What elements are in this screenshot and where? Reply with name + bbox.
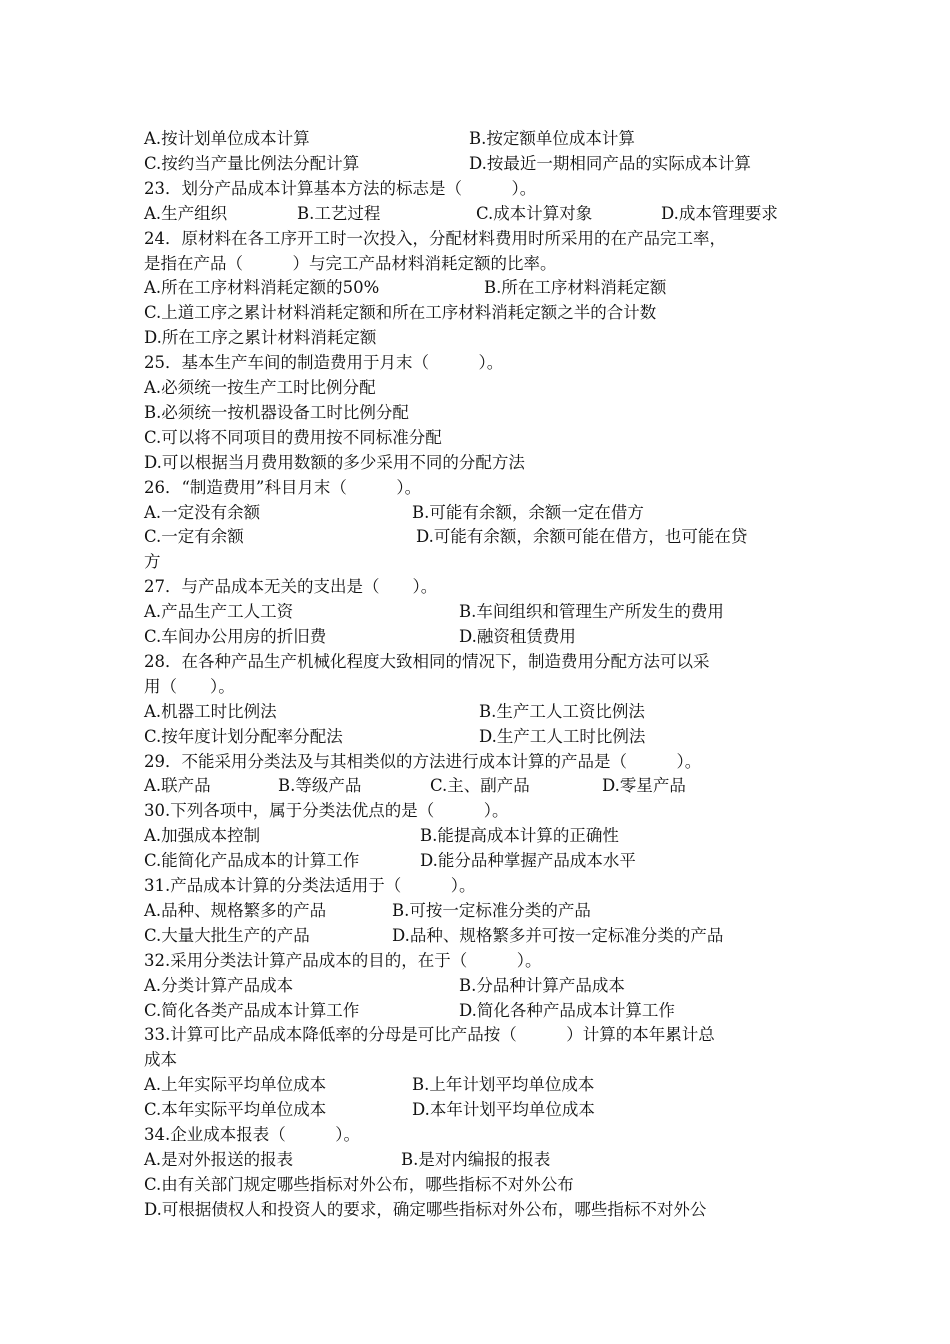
option-text: A.按计划单位成本计算 xyxy=(144,129,310,148)
text-line xyxy=(144,275,824,300)
option-text: C.一定有余额 xyxy=(144,527,244,547)
line-text: 28．在各种产品生产机械化程度大致相同的情况下，制造费用分配方法可以采 xyxy=(144,651,710,671)
option-text: A.品种、规格繁多的产品 xyxy=(144,900,327,920)
text-line xyxy=(144,1097,824,1122)
option-text: D.零星产品 xyxy=(602,776,686,796)
line-text: 30.下列各项中，属于分类法优点的是（ ）。 xyxy=(144,801,509,821)
text-line xyxy=(144,1047,824,1072)
option-text: A.联产品 xyxy=(144,776,211,796)
option-text: C.大量大批生产的产品 xyxy=(144,925,310,945)
text-line xyxy=(144,425,824,450)
option-text: B.车间组织和管理生产所发生的费用 xyxy=(459,602,724,622)
option-text: C.按约当产量比例法分配计算 xyxy=(144,153,360,173)
text-line xyxy=(144,798,824,823)
text-line xyxy=(144,649,824,674)
text-line xyxy=(144,898,824,923)
line-text: 27．与产品成本无关的支出是（ ）。 xyxy=(144,577,438,597)
text-line xyxy=(144,251,824,276)
option-text: A.一定没有余额 xyxy=(144,502,261,522)
option-text: C.本年实际平均单位成本 xyxy=(144,1100,327,1120)
option-text: C.简化各类产品成本计算工作 xyxy=(144,1000,360,1020)
line-text: C.可以将不同项目的费用按不同标准分配 xyxy=(144,427,442,447)
option-text: A.分类计算产品成本 xyxy=(144,975,294,995)
option-text: D.生产工人工时比例法 xyxy=(479,726,646,746)
option-text: C.车间办公用房的折旧费 xyxy=(144,627,327,646)
line-text: 33.计算可比产品成本降低率的分母是可比产品按（ ）计算的本年累计总 xyxy=(144,1025,715,1045)
line-text: A.必须统一按生产工时比例分配 xyxy=(144,378,376,397)
text-line xyxy=(144,325,824,350)
option-text: D.融资租赁费用 xyxy=(459,627,576,646)
line-text: 23．划分产品成本计算基本方法的标志是（ ）。 xyxy=(144,178,537,198)
text-line xyxy=(144,948,824,973)
option-text: B.可能有余额，余额一定在借方 xyxy=(412,502,644,522)
line-text: D.所在工序之累计材料消耗定额 xyxy=(144,328,377,348)
option-text: B.可按一定标准分类的产品 xyxy=(392,900,591,920)
text-line xyxy=(144,1197,824,1222)
option-text: D.品种、规格繁多并可按一定标准分类的产品 xyxy=(392,925,724,945)
text-line xyxy=(144,998,824,1023)
text-line xyxy=(144,475,824,500)
option-text: D.成本管理要求 xyxy=(661,203,778,223)
text-line xyxy=(144,1147,824,1172)
text-line xyxy=(144,724,824,749)
option-text: D.能分品种掌握产品成本水平 xyxy=(420,851,636,871)
line-text: 成本 xyxy=(144,1050,177,1070)
text-line xyxy=(144,450,824,475)
text-line xyxy=(144,549,824,574)
line-text: 34.企业成本报表（ ）。 xyxy=(144,1125,360,1144)
line-text: 用（ ）。 xyxy=(144,676,235,696)
option-text: A.所在工序材料消耗定额的50% xyxy=(144,278,380,298)
option-text: B.分品种计算产品成本 xyxy=(459,975,625,995)
option-text: B.能提高成本计算的正确性 xyxy=(420,826,619,846)
option-text: C.按年度计划分配率分配法 xyxy=(144,726,343,746)
option-text: C.主、副产品 xyxy=(430,776,530,796)
text-line xyxy=(144,375,824,400)
option-text: C.能简化产品成本的计算工作 xyxy=(144,851,360,871)
option-text: A.是对外报送的报表 xyxy=(144,1149,294,1169)
option-text: A.机器工时比例法 xyxy=(144,701,277,721)
option-text: A.产品生产工人工资 xyxy=(144,602,294,622)
option-text: D.本年计划平均单位成本 xyxy=(412,1100,595,1120)
text-line xyxy=(144,773,824,798)
text-line xyxy=(144,749,824,774)
text-line xyxy=(144,873,824,898)
line-text: 25．基本生产车间的制造费用于月末（ ）。 xyxy=(144,353,504,373)
line-text: C.上道工序之累计材料消耗定额和所在工序材料消耗定额之半的合计数 xyxy=(144,303,657,323)
text-line xyxy=(144,1172,824,1197)
option-text: B.等级产品 xyxy=(278,776,362,796)
text-line xyxy=(144,226,824,251)
line-text: 31.产品成本计算的分类法适用于（ ）。 xyxy=(144,876,476,895)
text-line xyxy=(144,1072,824,1097)
option-text: A.上年实际平均单位成本 xyxy=(144,1075,327,1095)
text-line xyxy=(144,176,824,201)
text-line xyxy=(144,674,824,699)
line-text: D.可根据债权人和投资人的要求，确定哪些指标对外公布，哪些指标不对外公 xyxy=(144,1199,707,1219)
text-line xyxy=(144,823,824,848)
text-line xyxy=(144,699,824,724)
text-line xyxy=(144,599,824,624)
text-line xyxy=(144,500,824,525)
option-text: B.生产工人工资比例法 xyxy=(479,701,645,721)
option-text: A.加强成本控制 xyxy=(144,826,261,846)
option-text: D.可能有余额，余额可能在借方，也可能在贷 xyxy=(416,527,748,547)
option-text: A.生产组织 xyxy=(144,203,228,223)
option-text: B.是对内编报的报表 xyxy=(401,1149,551,1169)
text-line xyxy=(144,350,824,375)
text-line xyxy=(144,524,824,549)
line-text: 方 xyxy=(144,552,161,572)
line-text: B.必须统一按机器设备工时比例分配 xyxy=(144,402,409,422)
text-line xyxy=(144,1122,824,1147)
line-text: C.由有关部门规定哪些指标对外公布，哪些指标不对外公布 xyxy=(144,1174,574,1194)
option-text: C.成本计算对象 xyxy=(476,203,593,223)
text-line xyxy=(144,126,824,151)
line-text: 24．原材料在各工序开工时一次投入，分配材料费用时所采用的在产品完工率， xyxy=(144,228,726,248)
line-text: 26．“制造费用”科目月末（ ）。 xyxy=(144,477,422,497)
line-text: 是指在产品（ ）与完工产品材料消耗定额的比率。 xyxy=(144,253,557,273)
text-line xyxy=(144,300,824,325)
text-line xyxy=(144,973,824,998)
option-text: B.所在工序材料消耗定额 xyxy=(484,278,667,298)
option-text: B.上年计划平均单位成本 xyxy=(412,1075,595,1095)
text-line xyxy=(144,624,824,649)
text-line xyxy=(144,1022,824,1047)
text-line xyxy=(144,201,824,226)
line-text: 29．不能采用分类法及与其相类似的方法进行成本计算的产品是（ ）。 xyxy=(144,751,702,771)
option-text: D.简化各种产品成本计算工作 xyxy=(459,1000,675,1020)
option-text: B.工艺过程 xyxy=(297,203,381,223)
line-text: 32.采用分类法计算产品成本的目的，在于（ ）。 xyxy=(144,950,542,970)
text-line xyxy=(144,151,824,176)
text-line xyxy=(144,848,824,873)
text-line xyxy=(144,923,824,948)
option-text: D.按最近一期相同产品的实际成本计算 xyxy=(469,153,751,173)
option-text: B.按定额单位成本计算 xyxy=(469,129,635,148)
text-line xyxy=(144,574,824,599)
line-text: D.可以根据当月费用数额的多少采用不同的分配方法 xyxy=(144,452,525,472)
text-line xyxy=(144,400,824,425)
